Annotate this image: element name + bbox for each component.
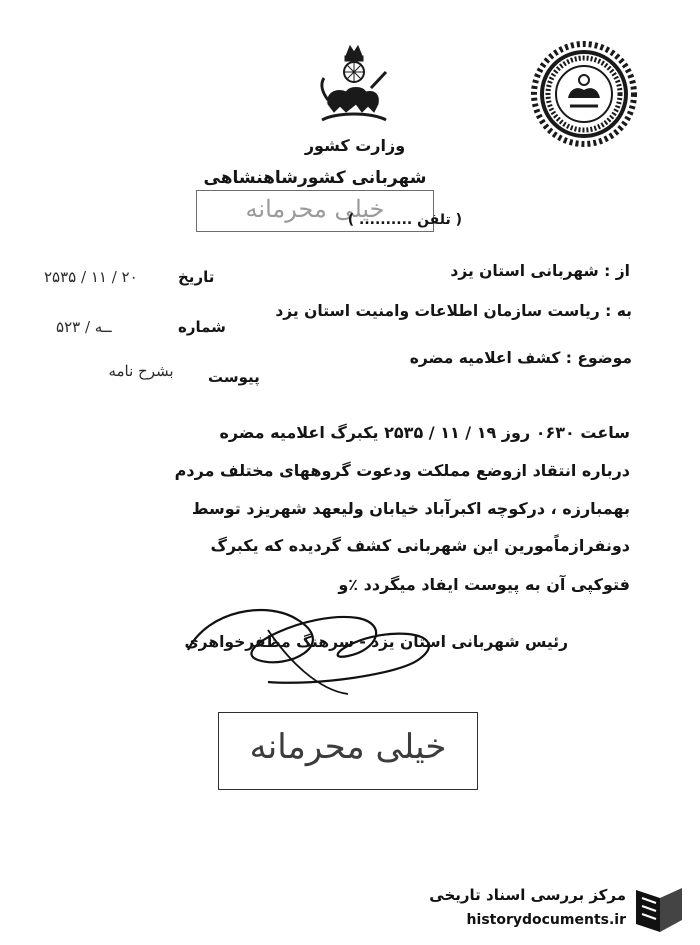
- seal-icon: [530, 40, 638, 148]
- archive-url-link[interactable]: historydocuments.ir: [466, 912, 626, 928]
- number-label: شماره: [178, 318, 226, 336]
- date-value: ۲۵۳۵ / ۱۱ / ۲۰: [44, 268, 138, 286]
- body-line-5: فتوکپی آن به پیوست ایفاد میگردد ٪و: [338, 575, 630, 594]
- to-line: به : ریاست سازمان اطلاعات وامنیت استان یزد: [275, 302, 632, 320]
- attachment-label: پیوست: [208, 368, 260, 386]
- classification-stamp-top-text: خیلی محرمانه: [245, 195, 385, 223]
- body-line-2: درباره انتقاد ازوضع مملکت ودعوت گروههای مختلف مردم: [174, 461, 630, 480]
- number-value: ۵ــه / ۲۳: [56, 318, 112, 336]
- attachment-value: بشرح نامه: [108, 362, 174, 380]
- municipality-title: شهربانی کشورشاهنشاهی: [203, 168, 427, 188]
- body-line-3: بهمبارزه ، درکوچه اکبرآباد خیابان ولیعهد شهریزد توسط: [191, 499, 630, 518]
- classification-stamp-bottom-text: خیلی محرمانه: [249, 727, 447, 767]
- archive-name: مرکز بررسی اسناد تاریخی: [429, 886, 626, 904]
- classification-stamp-bottom: [218, 712, 478, 790]
- from-line: از : شهربانی استان یزد: [450, 262, 630, 280]
- book-logo-icon: [630, 880, 688, 936]
- ministry-title: وزارت کشور: [304, 136, 406, 155]
- signature-line: رئیس شهربانی استان یزد - سرهنگ مظفرخواهری: [184, 633, 568, 651]
- body-line-4: دونفرازماًمورین این شهربانی کشف گردیده که یکبرگ: [210, 536, 630, 555]
- lion-and-sun-icon: [316, 42, 392, 130]
- subject-line: موضوع : کشف اعلامیه مضره: [409, 349, 632, 367]
- date-label: تاریخ: [178, 268, 215, 286]
- body-line-1: ساعت ۰۶۳۰ روز ۱۹ / ۱۱ / ۲۵۳۵ یکبرگ اعلامیه مضره: [219, 423, 630, 442]
- phone-line: ( تلفن .......... ): [347, 212, 462, 228]
